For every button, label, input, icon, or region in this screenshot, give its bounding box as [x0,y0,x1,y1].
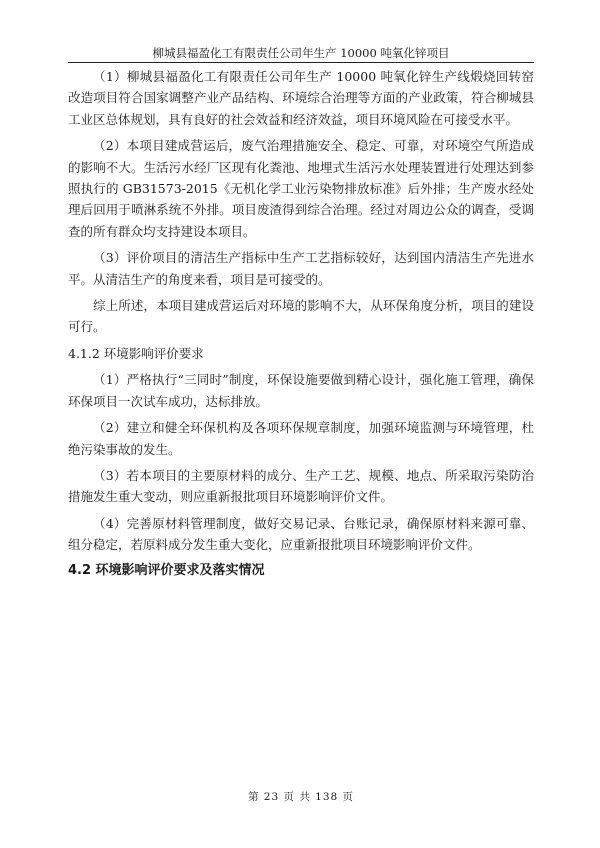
conclusion-paragraph-1: （1）柳城县福盈化工有限责任公司年生产 10000 吨氧化锌生产线煅烧回转窑改造项目符合国家调整产业产品结构、环境综合治理等方面的产业政策，符合柳城县工业区总体规划，具有良好的社会效益和经济效益，项目环境风险在可接受水平。 [68,69,534,127]
conclusion-summary: 综上所述，本项目建成营运后对环境的影响不大，从环保角度分析，项目的建设可行。 [68,298,534,335]
requirement-3: （3）若本项目的主要原材料的成分、生产工艺、规模、地点、所采取污染防治措施发生重大变动，则应重新报批项目环境影响评价文件。 [68,467,534,505]
page-number-footer: 第 23 页 共 138 页 [247,791,355,803]
header-rule [68,62,534,63]
conclusion-paragraph-3: （3）评价项目的清洁生产指标中生产工艺指标较好，达到国内清洁生产先进水平。从清洁生产的角度来看，项目是可接受的。 [68,250,534,287]
section-heading: 4.2 环境影响评价要求及落实情况 [68,562,265,578]
requirement-2: （2）建立和健全环保机构及各项环保规章制度，加强环境监测与环境管理，杜绝污染事故的发生。 [68,420,534,457]
subsection-heading: 4.1.2 环境影响评价要求 [68,345,204,361]
requirement-1: （1）严格执行“三同时”制度，环保设施要做到精心设计，强化施工管理，确保环保项目一次试车成功，达标排放。 [68,372,534,409]
conclusion-paragraph-2: （2）本项目建成营运后，废气治理措施安全、稳定、可靠，对环境空气所造成的影响不大。生活污水经厂区现有化粪池、地埋式生活污水处理装置进行处理达到参照执行的 GB31573-2015《无机化学工业污染物排放标准》后外排；生产废水经处理后回用于喷淋系统不外排。项目废渣得到综合治理。经过对周边公众的调查，受调查的所有群众均支持建设本项目。 [68,138,534,239]
body-text [68,66,534,581]
running-header: 柳城县福盈化工有限责任公司年生产 10000 吨氧化锌项目 [152,46,450,60]
requirement-4: （4）完善原材料管理制度，做好交易记录、台账记录，确保原材料来源可靠、组分稳定，若原料成分发生重大变化，应重新报批项目环境影响评价文件。 [68,515,534,553]
